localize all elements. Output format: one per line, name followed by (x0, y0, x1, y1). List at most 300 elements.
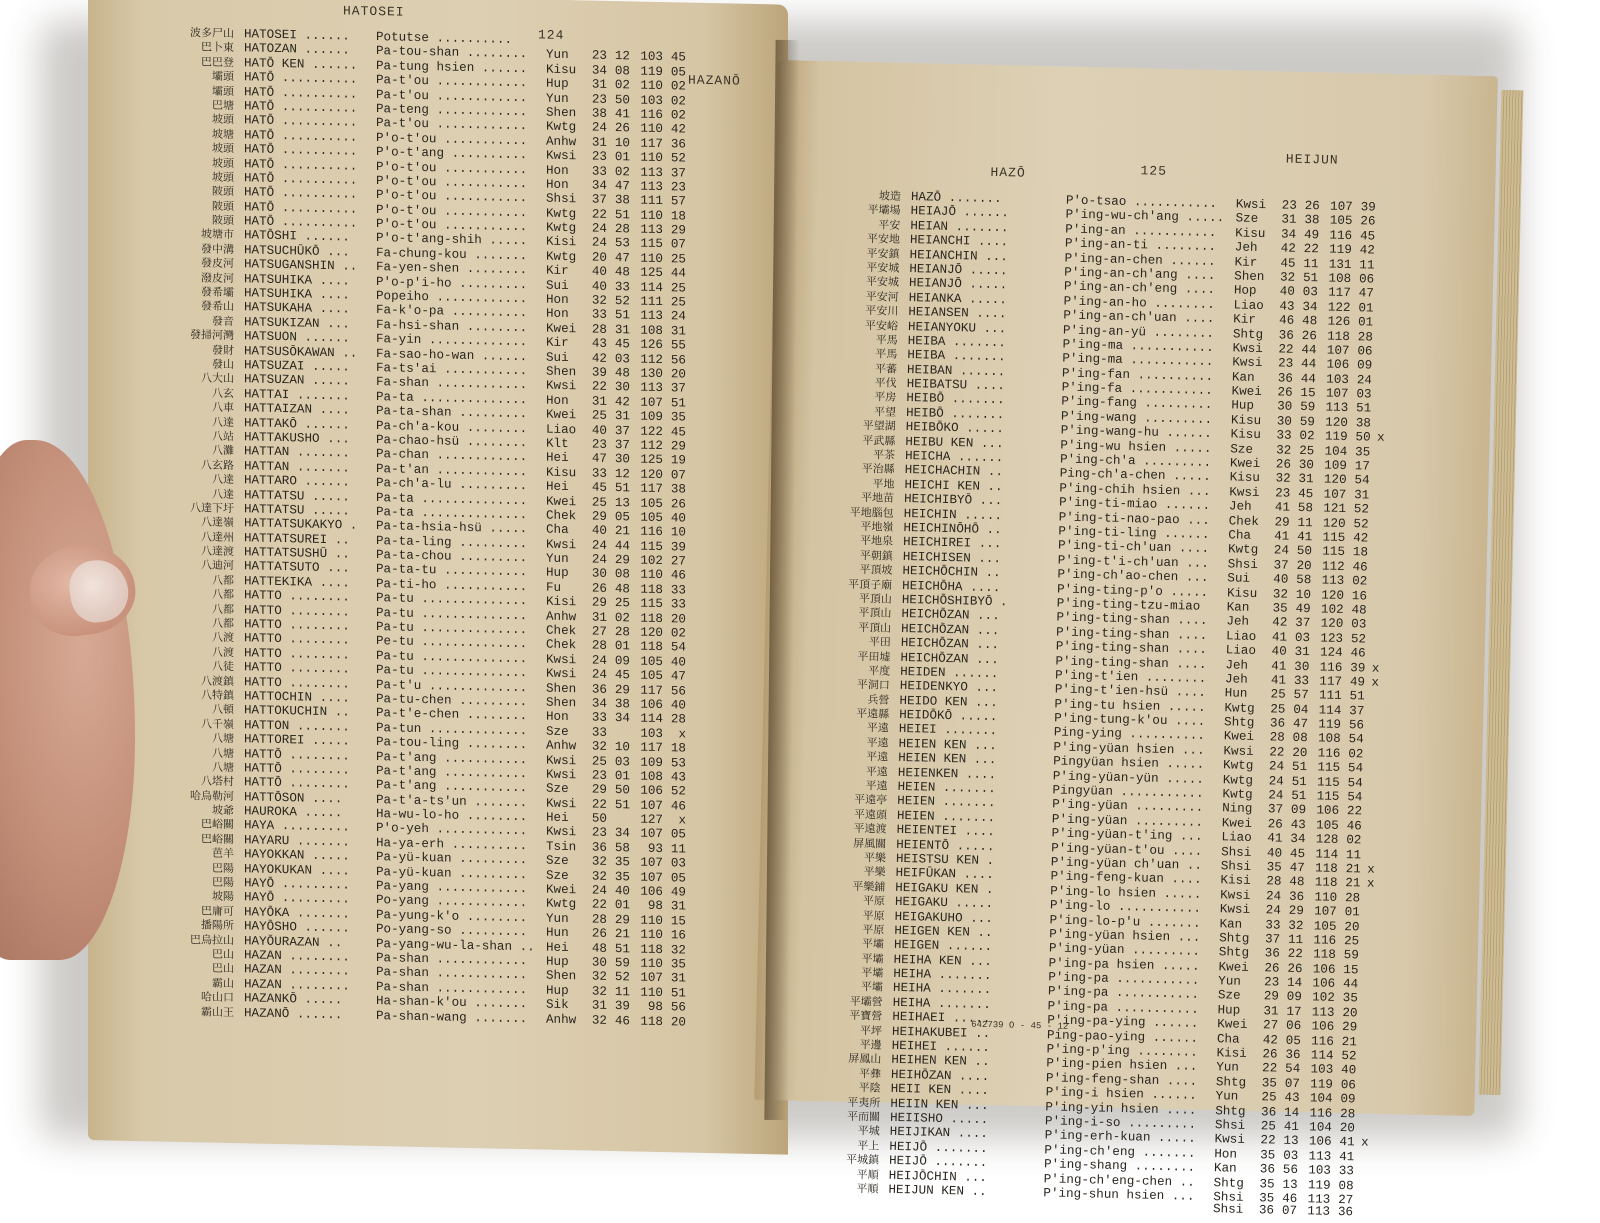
chinese-name: 坡陽 (178, 887, 244, 904)
chinese-name: 八達 (178, 470, 244, 487)
province: Shtg (1215, 1104, 1253, 1119)
chinese-name: 平而關 (824, 1107, 890, 1124)
chinese-name: 巴山 (178, 959, 244, 976)
latitude-minutes: 13 (1274, 1177, 1297, 1192)
longitude-minutes: 38 (1348, 416, 1371, 431)
chinese-name: 平安城 (843, 273, 909, 290)
chinese-romanization: P'ing-an ........... (1065, 222, 1235, 240)
province: Sui (546, 350, 584, 365)
longitude-minutes: 32 (663, 943, 686, 957)
latitude-degrees: 40 (1272, 285, 1295, 300)
longitude-minutes: 33 (663, 597, 686, 611)
longitude-minutes: 21 (1337, 876, 1360, 891)
latitude-degrees: 29 (584, 509, 607, 523)
longitude-degrees: 110 (630, 568, 663, 583)
province: Kwei (1218, 960, 1256, 975)
longitude-minutes: 16 (1344, 589, 1367, 604)
longitude-degrees: 109 (630, 410, 663, 425)
chinese-romanization: P'ing-an-chen ...... (1064, 251, 1234, 269)
longitude-minutes: 11 (1338, 847, 1361, 862)
chinese-romanization: P'ing-yüan ch'uan .. (1051, 855, 1221, 873)
latitude-minutes: 30 (607, 380, 630, 394)
latitude-degrees: 50 (584, 811, 607, 825)
latitude-minutes: 52 (607, 970, 630, 984)
latitude-degrees: 36 (1270, 371, 1293, 386)
province: Shtg (1219, 931, 1257, 946)
japanese-reading: HEIDEN ...... (900, 665, 1055, 683)
longitude-minutes: 20 (1334, 1006, 1357, 1021)
japanese-reading: HEIEI ....... (899, 722, 1054, 740)
longitude-degrees: 116 (1319, 228, 1352, 243)
latitude-degrees: 24 (584, 883, 607, 897)
longitude-degrees: 107 (630, 870, 663, 885)
latitude-degrees: 40 (584, 265, 607, 279)
chinese-romanization: P'ing-wu hsien ..... (1060, 438, 1230, 456)
latitude-degrees: 23 (1270, 357, 1293, 372)
latitude-minutes: 38 (607, 697, 630, 711)
longitude-degrees: 111 (630, 294, 663, 309)
province: Kwei (1222, 816, 1260, 831)
latitude-minutes: 58 (1288, 573, 1311, 588)
japanese-reading: HEIHAEI ..... (892, 1010, 1047, 1028)
chinese-romanization: P'ing-ma ........... (1062, 337, 1232, 355)
latitude-degrees: 20 (584, 250, 607, 264)
longitude-degrees: 120 (1315, 415, 1348, 430)
longitude-degrees: 113 (630, 179, 663, 194)
province: Kisu (1230, 428, 1268, 443)
province: Hup (546, 955, 584, 970)
latitude-minutes: 07 (1277, 1076, 1300, 1091)
province: Liao (1233, 298, 1271, 313)
chinese-romanization: P'ing-ting-shan .... (1056, 611, 1226, 629)
longitude-minutes: 54 (1340, 761, 1363, 776)
latitude-degrees: 24 (1266, 544, 1289, 559)
province: Kwsi (546, 753, 584, 768)
latitude-minutes: 02 (607, 78, 630, 92)
chinese-name: 潑皮河 (178, 269, 244, 286)
chinese-romanization: Pa-ch'a-kou ........ (376, 419, 546, 437)
chinese-romanization: P'ing-tung-k'ou .... (1054, 711, 1224, 729)
longitude-minutes: 35 (1335, 991, 1358, 1006)
chinese-romanization: P'ing-pa ........... (1047, 999, 1217, 1017)
japanese-reading: HEIHA ....... (893, 967, 1048, 985)
chinese-romanization: Pa-t'ang ........... (376, 778, 546, 796)
longitude-minutes: 15 (663, 914, 686, 928)
japanese-reading: HEIGEN KEN .. (894, 924, 1049, 942)
longitude-minutes: 47 (1351, 286, 1374, 301)
latitude-degrees: 46 (1271, 313, 1294, 328)
japanese-reading: HATTO ........ (244, 675, 376, 692)
province: Kisu (1235, 226, 1273, 241)
japanese-reading: HAZANŌ ...... (244, 1006, 376, 1023)
chinese-name: 平遠 (832, 748, 898, 765)
latitude-minutes: 37 (1287, 616, 1310, 631)
longitude-degrees: 109 (630, 755, 663, 770)
chinese-romanization: P'ing-ti-nao-pao ... (1059, 510, 1229, 528)
province: Hup (546, 77, 584, 92)
longitude-degrees: 126 (630, 338, 663, 353)
latitude-degrees: 36 (584, 840, 607, 854)
latitude-minutes: 30 (1286, 659, 1309, 674)
chinese-name: 八都 (178, 571, 244, 588)
longitude-minutes: 31 (663, 899, 686, 913)
longitude-minutes: 39 (1342, 660, 1365, 675)
chinese-name: 波多尸山 (178, 24, 244, 41)
japanese-reading: HATSUKAHA .... (244, 301, 376, 318)
chinese-name: 發掃河灣 (178, 326, 244, 343)
japanese-reading: HEIANJŌ ..... (909, 276, 1064, 294)
latitude-degrees: 32 (584, 970, 607, 984)
province: Kwsi (1214, 1133, 1252, 1148)
latitude-degrees: 35 (1251, 1191, 1274, 1206)
chinese-romanization: P'ing-ti-miao ...... (1059, 496, 1229, 514)
chinese-name: 平順 (822, 1179, 888, 1196)
chinese-name: 平田墟 (834, 647, 900, 664)
longitude-degrees: 110 (630, 985, 663, 1000)
latitude-degrees: 37 (1257, 932, 1280, 947)
longitude-minutes: 07 (663, 468, 686, 482)
longitude-degrees: 111 (630, 194, 663, 209)
japanese-reading: HEIANKA ..... (908, 291, 1063, 309)
province: Kwsi (546, 652, 584, 667)
latitude-minutes: 22 (1296, 242, 1319, 257)
latitude-minutes: 44 (1293, 343, 1316, 358)
latitude-minutes: 49 (1296, 228, 1319, 243)
latitude-minutes: 51 (1284, 760, 1307, 775)
chinese-romanization: Pa-yü-kuan ......... (376, 850, 546, 868)
map-mark: x (1370, 431, 1384, 445)
latitude-degrees: 34 (584, 696, 607, 710)
chinese-name: 平壩 (827, 963, 893, 980)
latitude-degrees: 42 (1255, 1033, 1278, 1048)
japanese-reading: HATŌ .......... (244, 171, 376, 188)
longitude-degrees: 123 (1310, 631, 1343, 646)
latitude-degrees: 40 (584, 279, 607, 293)
longitude-minutes: 24 (1349, 373, 1372, 388)
longitude-degrees: 109 (1314, 458, 1347, 473)
longitude-minutes: 44 (1335, 977, 1358, 992)
chinese-romanization: P'ing-yüan-t'ou .... (1051, 841, 1221, 859)
japanese-reading: HEIBŌKO ..... (906, 420, 1061, 438)
longitude-degrees: 113 (1298, 1149, 1331, 1164)
longitude-minutes: 03 (663, 856, 686, 870)
chinese-name: 平上 (823, 1136, 889, 1153)
latitude-degrees: 23 (584, 826, 607, 840)
longitude-minutes: 54 (1339, 790, 1362, 805)
longitude-degrees: 116 (1303, 933, 1336, 948)
chinese-name: 巴卜東 (178, 38, 244, 55)
province: Kwtg (1228, 543, 1266, 558)
longitude-degrees: 114 (630, 712, 663, 727)
latitude-degrees: 30 (1269, 414, 1292, 429)
longitude-minutes: 06 (1349, 344, 1372, 359)
latitude-degrees: 42 (584, 351, 607, 365)
longitude-degrees: 93 (630, 841, 663, 856)
japanese-reading: HATŌ .......... (244, 85, 376, 102)
longitude-degrees: 103 (630, 726, 663, 741)
chinese-name: 壩頭 (178, 81, 244, 98)
province: Kisi (546, 235, 584, 250)
right-page-number: 125 (1140, 163, 1167, 179)
latitude-degrees: 28 (1258, 874, 1281, 889)
latitude-minutes: 30 (1291, 458, 1314, 473)
longitude-degrees: 115 (1312, 530, 1345, 545)
latitude-degrees: 23 (1267, 486, 1290, 501)
chinese-romanization: P'ing-chih hsien ... (1059, 481, 1229, 499)
longitude-degrees: 102 (1302, 991, 1335, 1006)
japanese-reading: HATTŌSON .... (244, 790, 376, 807)
chinese-romanization: Ping-pao-ying ...... (1047, 1028, 1217, 1046)
japanese-reading: HATSUSŌKAWAN .. (244, 344, 376, 361)
latitude-degrees: 36 (584, 682, 607, 696)
longitude-degrees: 116 (630, 525, 663, 540)
province: Hei (546, 480, 584, 495)
chinese-name: 平安峪 (842, 316, 908, 333)
latitude-minutes: 47 (1285, 717, 1308, 732)
longitude-degrees: 106 (1298, 1134, 1331, 1149)
province: Hup (546, 983, 584, 998)
chinese-name: 平度 (834, 661, 900, 678)
longitude-degrees: 117 (630, 481, 663, 496)
province: Hon (546, 710, 584, 725)
longitude-minutes: 46 (1343, 646, 1366, 661)
latitude-minutes: 51 (607, 308, 630, 322)
province: Shen (1234, 269, 1272, 284)
latitude-minutes: 35 (607, 855, 630, 869)
chinese-romanization: Pa-t'ou ............ (376, 73, 546, 91)
chinese-name: 平遠頭 (831, 805, 897, 822)
chinese-name: 八達嶺 (178, 513, 244, 530)
japanese-reading: HATTO ........ (244, 632, 376, 649)
province: Sze (546, 782, 584, 797)
longitude-minutes: 11 (1351, 258, 1374, 273)
longitude-degrees: 119 (1314, 430, 1347, 445)
chinese-romanization: Pe-tu .............. (376, 634, 546, 652)
latitude-minutes: 07 (1274, 1204, 1297, 1219)
latitude-minutes: 49 (1288, 602, 1311, 617)
longitude-minutes: 46 (1344, 560, 1367, 575)
longitude-degrees: 114 (630, 280, 663, 295)
longitude-minutes: 49 (663, 885, 686, 899)
chinese-romanization: P'ing-erh-kuan ..... (1045, 1129, 1215, 1147)
longitude-degrees: 118 (630, 582, 663, 597)
japanese-reading: HATTO ........ (244, 603, 376, 620)
longitude-degrees: 107 (630, 798, 663, 813)
longitude-minutes: 46 (1339, 819, 1362, 834)
latitude-minutes: 50 (607, 92, 630, 106)
longitude-degrees: 104 (1314, 444, 1347, 459)
longitude-degrees: 106 (1301, 1019, 1334, 1034)
chinese-name: 八達 (178, 484, 244, 501)
longitude-minutes: 45 (663, 425, 686, 439)
province: Kwtg (1223, 759, 1261, 774)
japanese-reading: HAYŌ ......... (244, 876, 376, 893)
chinese-romanization: Pa-ta .............. (376, 390, 546, 408)
latitude-degrees: 26 (1260, 817, 1283, 832)
latitude-degrees: 28 (584, 639, 607, 653)
province: Chek (1228, 514, 1266, 529)
chinese-romanization: Pa-t'ou ............ (376, 116, 546, 134)
longitude-minutes: 29 (663, 223, 686, 237)
chinese-romanization: P'o-t'ang-shih ..... (376, 232, 546, 250)
latitude-degrees: 31 (584, 999, 607, 1013)
japanese-reading: HATTEKIKA .... (244, 574, 376, 591)
longitude-minutes: 20 (663, 367, 686, 381)
longitude-minutes: 19 (663, 453, 686, 467)
longitude-degrees: 106 (1306, 804, 1339, 819)
province: Hup (1231, 399, 1269, 414)
chinese-romanization: Pa-shan-wang ....... (376, 1009, 546, 1027)
latitude-minutes: 13 (607, 495, 630, 509)
province: Shen (546, 969, 584, 984)
latitude-degrees: 23 (1274, 198, 1297, 213)
latitude-minutes: 08 (1285, 731, 1308, 746)
longitude-minutes: 46 (663, 568, 686, 582)
chinese-name: 坡造 (845, 187, 911, 204)
chinese-name: 八渡鎮 (178, 671, 244, 688)
chinese-romanization: Pa-ti-ho ........... (376, 577, 546, 595)
left-page-number: 124 (538, 27, 564, 43)
latitude-minutes: 42 (607, 395, 630, 409)
japanese-reading: HEICHŌSHIBYŌ . (902, 593, 1057, 611)
latitude-minutes: 10 (607, 136, 630, 150)
province: Kwtg (546, 120, 584, 135)
longitude-minutes: 31 (663, 324, 686, 338)
chinese-romanization: Pa-tu .............. (376, 606, 546, 624)
japanese-reading: HEII KEN .... (891, 1082, 1046, 1100)
chinese-romanization: P'ing-yüan ......... (1049, 942, 1219, 960)
latitude-minutes: 28 (607, 222, 630, 236)
longitude-minutes: 02 (663, 94, 686, 108)
latitude-degrees: 23 (584, 92, 607, 106)
latitude-minutes: 48 (607, 582, 630, 596)
chinese-romanization: Pa-t'an ............ (376, 462, 546, 480)
chinese-romanization: P'ing-yüan hsien ... (1053, 740, 1223, 758)
latitude-minutes: 37 (607, 423, 630, 437)
chinese-romanization: P'ing-tu hsien ..... (1054, 697, 1224, 715)
latitude-degrees: 35 (1259, 860, 1282, 875)
latitude-minutes: 29 (607, 553, 630, 567)
chinese-romanization: P'o-p'i-ho ......... (376, 275, 546, 293)
chinese-romanization: P'o-yeh ............ (376, 822, 546, 840)
chinese-name: 八達下圩 (178, 499, 244, 516)
longitude-degrees: 125 (630, 266, 663, 281)
chinese-romanization (1043, 1209, 1213, 1213)
longitude-minutes: 02 (1340, 747, 1363, 762)
chinese-romanization: Pa-tu .............. (376, 649, 546, 667)
chinese-name: 發希壩 (178, 283, 244, 300)
longitude-minutes: 51 (1348, 401, 1371, 416)
latitude-degrees: 48 (584, 941, 607, 955)
latitude-minutes: 44 (607, 539, 630, 553)
chinese-name: 平安 (844, 215, 910, 232)
chinese-romanization: P'ing-ma ........... (1062, 352, 1232, 370)
province: Jeh (1225, 658, 1263, 673)
province: Shen (546, 681, 584, 696)
latitude-degrees: 39 (584, 365, 607, 379)
longitude-degrees: 110 (630, 150, 663, 165)
japanese-reading: HEIHA KEN ... (893, 953, 1048, 971)
latitude-minutes: 17 (1278, 1004, 1301, 1019)
province: Kwei (546, 494, 584, 509)
province: Kwsi (1220, 888, 1258, 903)
longitude-degrees: 104 (1299, 1091, 1332, 1106)
latitude-degrees: 37 (1266, 558, 1289, 573)
province: Kir (546, 336, 584, 351)
latitude-minutes: 34 (607, 826, 630, 840)
chinese-romanization: Fa-yin ............. (376, 332, 546, 350)
latitude-minutes: 40 (607, 884, 630, 898)
province: Hei (546, 451, 584, 466)
latitude-degrees: 23 (584, 49, 607, 63)
chinese-name: 平壩場 (844, 201, 910, 218)
chinese-name: 平地 (838, 474, 904, 491)
latitude-minutes: 51 (1284, 774, 1307, 789)
japanese-reading: HATSUZAN ..... (244, 373, 376, 390)
chinese-romanization: Pa-tou-shan ........ (376, 44, 546, 62)
latitude-degrees: 41 (1263, 673, 1286, 688)
japanese-reading: HATSUHIKA .... (244, 286, 376, 303)
longitude-degrees: 115 (1307, 775, 1340, 790)
longitude-degrees: 113 (630, 222, 663, 237)
japanese-reading: HATTOCHIN .... (244, 689, 376, 706)
latitude-degrees: 43 (1271, 299, 1294, 314)
province: Kir (1233, 313, 1271, 328)
latitude-degrees: 38 (584, 106, 607, 120)
longitude-degrees: 120 (1313, 473, 1346, 488)
longitude-degrees: 117 (1309, 674, 1342, 689)
chinese-name: 平陰 (825, 1079, 891, 1096)
province: Kisu (1227, 586, 1265, 601)
chinese-romanization: Pa-t'e-chen ........ (376, 706, 546, 724)
japanese-reading: HEIGAKU ..... (895, 895, 1050, 913)
longitude-minutes: 51 (663, 396, 686, 410)
longitude-minutes: 36 (663, 137, 686, 151)
latitude-degrees: 24 (1258, 889, 1281, 904)
latitude-minutes: 48 (607, 265, 630, 279)
province: Kwsi (1229, 485, 1267, 500)
latitude-degrees: 26 (1269, 385, 1292, 400)
latitude-minutes: 26 (1294, 328, 1317, 343)
japanese-reading: HATTAKUSHO ... (244, 430, 376, 447)
japanese-reading: HEIGAKU KEN . (895, 881, 1050, 899)
province: Liao (1221, 830, 1259, 845)
right-entry-list (822, 187, 1390, 1221)
longitude-degrees: 116 (630, 107, 663, 122)
latitude-minutes: 59 (1292, 415, 1315, 430)
province: Shen (546, 696, 584, 711)
chinese-name: 坡爺 (178, 801, 244, 818)
japanese-reading: HATTO ........ (244, 589, 376, 606)
chinese-name: 平夷所 (824, 1093, 890, 1110)
latitude-degrees: 32 (584, 855, 607, 869)
longitude-minutes: 40 (663, 655, 686, 669)
chinese-name: 八渡 (178, 628, 244, 645)
latitude-degrees: 32 (584, 293, 607, 307)
latitude-degrees: 24 (584, 221, 607, 235)
province: Yun (1215, 1089, 1253, 1104)
chinese-name: 八玄路 (178, 456, 244, 473)
latitude-minutes: 01 (607, 150, 630, 164)
chinese-name: 巴巴登 (178, 53, 244, 70)
latitude-degrees: 36 (1253, 1105, 1276, 1120)
latitude-degrees: 41 (1259, 831, 1282, 846)
chinese-romanization: Pa-ch'a-lu ......... (376, 476, 546, 494)
longitude-degrees: 103 (630, 93, 663, 108)
province: Jeh (1229, 500, 1267, 515)
longitude-minutes: 37 (663, 381, 686, 395)
province: Yun (1216, 1061, 1254, 1076)
